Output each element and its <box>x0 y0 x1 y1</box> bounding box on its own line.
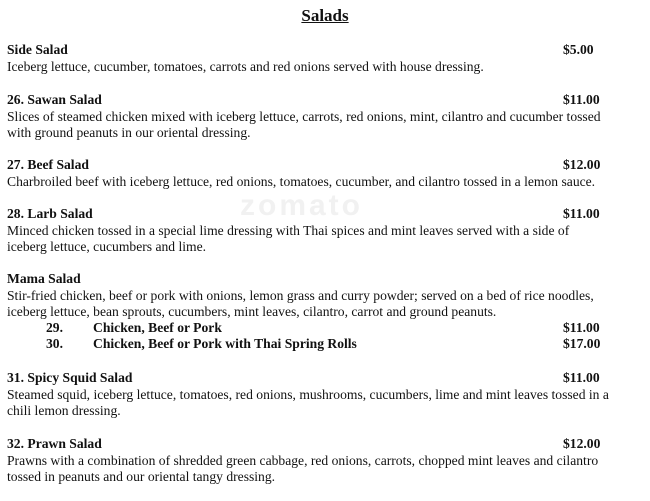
item-name: 32. Prawn Salad <box>7 436 102 451</box>
item-price: $11.00 <box>563 206 600 221</box>
item-price: $11.00 <box>563 370 600 385</box>
menu-item-mama-salad <box>7 271 635 352</box>
item-description <box>7 109 635 141</box>
item-price: $12.00 <box>563 436 601 451</box>
item-description <box>7 59 635 75</box>
description-line: Steamed squid, iceberg lettuce, tomatoes, red onions, mushrooms, cucumbers, lime and mint leaves tossed in a <box>7 387 609 402</box>
description-line: Slices of steamed chicken mixed with iceberg lettuce, carrots, red onions, mint, cilantro and cucumber tossed <box>7 109 601 124</box>
menu-item-side-salad <box>7 42 635 75</box>
item-name: 26. Sawan Salad <box>7 92 102 107</box>
item-description <box>7 453 635 485</box>
item-name: 28. Larb Salad <box>7 206 93 221</box>
description-line: tossed in peanuts and our oriental tangy dressing. <box>7 469 276 484</box>
item-description <box>7 174 635 190</box>
description-line: Stir-fried chicken, beef or pork with onions, lemon grass and curry powder; served on a bed of rice noodles, <box>7 288 594 303</box>
option-name: Chicken, Beef or Pork <box>93 320 222 335</box>
item-description <box>7 288 635 320</box>
item-name: Side Salad <box>7 42 68 57</box>
menu-item-beef-salad <box>7 157 635 190</box>
item-name: 31. Spicy Squid Salad <box>7 370 133 385</box>
page-title: Salads <box>301 6 349 25</box>
option-number: 30. <box>46 336 63 351</box>
description-line: chili lemon dressing. <box>7 403 121 418</box>
item-price: $11.00 <box>563 92 600 107</box>
menu-item-spicy-squid-salad <box>7 370 635 419</box>
item-price: $12.00 <box>563 157 601 172</box>
description-line: Minced chicken tossed in a special lime dressing with Thai spices and mint leaves served with a side of <box>7 223 570 238</box>
item-price: $5.00 <box>563 42 594 57</box>
item-description <box>7 223 635 255</box>
description-line: Prawns with a combination of shredded green cabbage, red onions, carrots, chopped mint leaves and cilantro <box>7 453 599 468</box>
option-number: 29. <box>46 320 63 335</box>
menu-item-larb-salad <box>7 206 635 255</box>
menu-item-sawan-salad <box>7 92 635 141</box>
menu-item-prawn-salad <box>7 436 635 485</box>
option-name: Chicken, Beef or Pork with Thai Spring Rolls <box>93 336 357 351</box>
item-name: Mama Salad <box>7 271 81 286</box>
description-line: Charbroiled beef with iceberg lettuce, red onions, tomatoes, cucumber, and cilantro tossed in a lemon sauce. <box>7 174 596 189</box>
item-name: 27. Beef Salad <box>7 157 89 172</box>
item-description <box>7 387 635 419</box>
description-line: iceberg lettuce, bean sprouts, cucumbers, mint leaves, cilantro, carrot and ground peanuts. <box>7 304 497 319</box>
description-line: Iceberg lettuce, cucumber, tomatoes, carrots and red onions served with house dressing. <box>7 59 484 74</box>
menu-option-30 <box>7 336 635 352</box>
description-line: with ground peanuts in our oriental dressing. <box>7 125 251 140</box>
menu-option-29 <box>7 320 635 336</box>
description-line: iceberg lettuce, cucumbers and lime. <box>7 239 207 254</box>
option-price: $17.00 <box>563 336 601 351</box>
option-price: $11.00 <box>563 320 600 335</box>
watermark-logo: zomato <box>240 189 363 222</box>
